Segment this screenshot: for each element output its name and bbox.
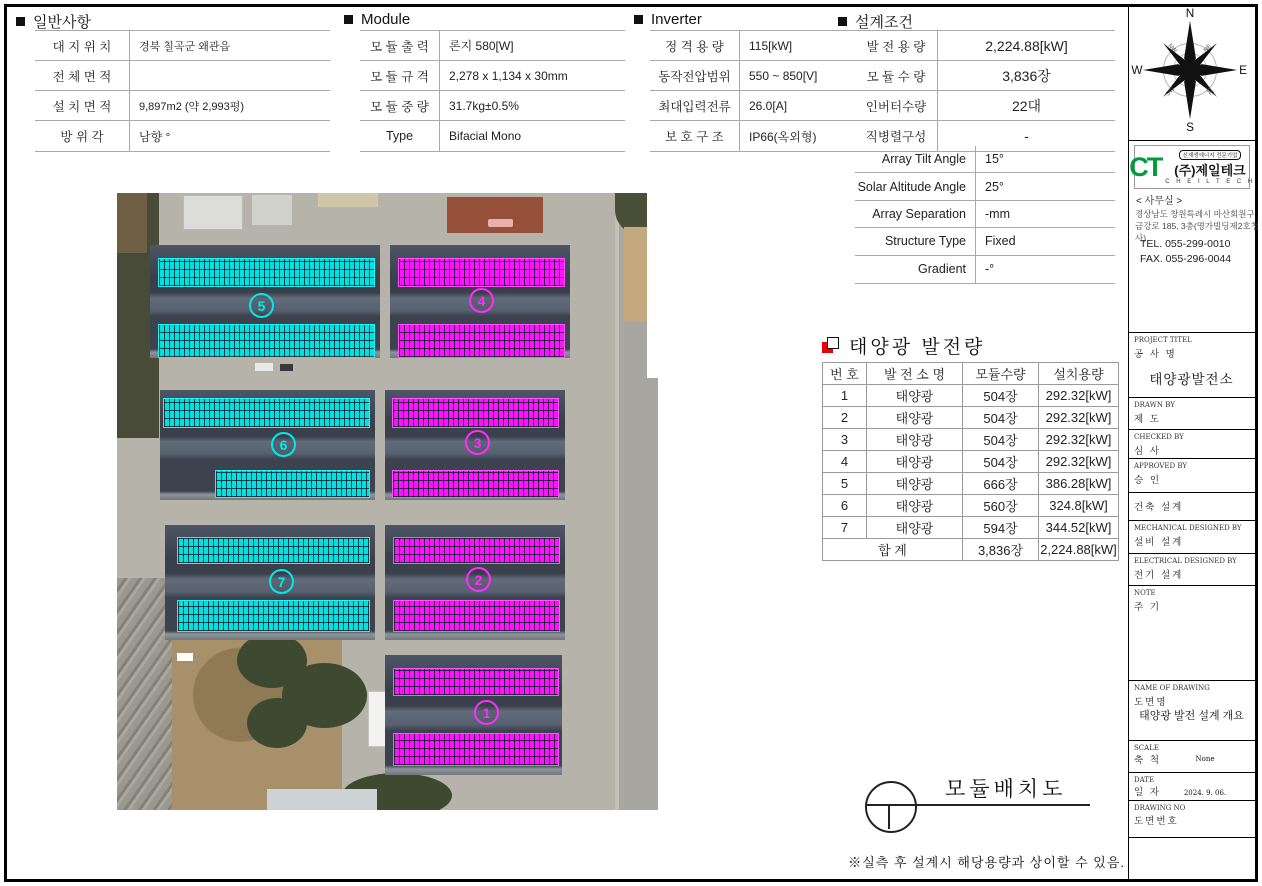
titleblock-divider (1128, 397, 1255, 398)
building-number: 6 (271, 432, 296, 457)
row-value: - (1024, 128, 1029, 144)
titleblock-divider (1128, 332, 1255, 333)
section-title-text: 설계조건 (855, 14, 913, 31)
section-title-text: Inverter (651, 11, 702, 28)
row-value (130, 61, 330, 90)
titleblock-divider (1128, 458, 1255, 459)
titleblock-divider (1128, 520, 1255, 521)
building-number: 1 (474, 700, 499, 725)
titleblock-ko-label: 설비 설계 (1134, 537, 1184, 548)
table-row: 7 태양광 594장 344.52[kW] (823, 517, 1119, 539)
row-label: 설 치 면 적 (35, 91, 130, 120)
truck (488, 219, 513, 227)
col-header: 발 전 소 명 (867, 363, 963, 385)
solar-array-cyan (177, 537, 370, 564)
row-label: 동작전압범위 (650, 61, 740, 90)
solar-array-magenta (393, 537, 560, 564)
titleblock-ko-label: 건축 설계 (1134, 502, 1184, 513)
solar-array-magenta (393, 668, 559, 696)
footnote: ※실측 후 설계시 해당용량과 상이할 수 있음. (848, 855, 1125, 870)
design-section-title (838, 11, 913, 32)
titleblock-ko-label: 도면번호 (1134, 816, 1179, 827)
table-row (35, 31, 330, 61)
titleblock-ko-label: 공 사 명 (1134, 349, 1177, 360)
table-row (650, 61, 865, 91)
design-table (855, 30, 1115, 152)
building-roof-white (183, 195, 243, 230)
compass-s-label: S (1186, 119, 1194, 134)
row-label: 전 체 면 적 (35, 61, 130, 90)
svg-text:SE: SE (1204, 87, 1215, 97)
titleblock-en-label: DRAWING NO (1134, 804, 1186, 812)
compass-rose-icon (1131, 6, 1249, 134)
office-fax: FAX. 055-296-0044 (1140, 253, 1232, 265)
solar-array-cyan (177, 600, 370, 632)
row-label: 모 듈 중 량 (360, 91, 440, 120)
row-label: 모 듈 출 력 (360, 31, 440, 60)
module-section-title (344, 11, 410, 28)
solar-array-cyan (158, 324, 375, 358)
aerial-site-photo (117, 193, 658, 810)
titleblock-divider (1128, 553, 1255, 554)
row-value: IP66(옥외형) (749, 129, 817, 144)
solar-array-magenta (393, 600, 560, 632)
table-total-row: 합 계 3,836장 2,224.88[kW] (823, 539, 1119, 561)
office-address-line2: 금강로 185, 3층(명가빌딩제2호청사) (1135, 221, 1259, 243)
table-row (35, 121, 330, 151)
row-label: Structure Type (855, 228, 976, 254)
titleblock-ko-label: 전기 설계 (1134, 570, 1184, 581)
row-value: 2,278 x 1,134 x 30mm (449, 68, 568, 83)
solar-array-magenta (393, 733, 559, 766)
section-title-text: 일반사항 (33, 14, 91, 31)
titleblock-en-label: DRAWN BY (1134, 401, 1175, 409)
table-row (855, 31, 1115, 61)
section-marker-tick (888, 805, 890, 829)
overlapping-squares-icon (822, 337, 839, 354)
row-value: 25° (985, 179, 1004, 194)
titleblock-en-label: NOTE (1134, 589, 1156, 597)
row-value: 2,224.88[kW] (985, 37, 1068, 54)
solar-array-magenta (398, 324, 565, 358)
table-row: 5 태양광 666장 386.28[kW] (823, 473, 1119, 495)
table-row (650, 121, 865, 151)
col-header: 번 호 (823, 363, 867, 385)
solar-array-cyan (215, 470, 370, 498)
design-table-angles (855, 146, 1115, 284)
titleblock-en-label: SCALE (1134, 744, 1159, 752)
row-label: 인버터수량 (855, 91, 938, 120)
plan-label: 모듈배치도 (945, 778, 1067, 801)
generation-title-text: 태양광 발전량 (849, 337, 986, 358)
vehicle (177, 653, 193, 661)
col-header: 모듈수량 (963, 363, 1039, 385)
vehicle (255, 363, 273, 371)
table-row (360, 31, 625, 61)
inverter-table (650, 30, 865, 152)
generation-section-title (822, 332, 985, 359)
titleblock-ko-label: 제 도 (1134, 414, 1161, 425)
titleblock-en-label: DATE (1134, 776, 1155, 784)
row-value: 115[kW] (749, 38, 793, 53)
row-label: 정 격 용 량 (650, 31, 740, 60)
module-table (360, 30, 625, 152)
table-row (650, 31, 865, 61)
row-value: -mm (985, 206, 1010, 221)
vehicle (280, 364, 293, 371)
titleblock-ko-label: 심 사 (1134, 446, 1161, 457)
logo-company-name: (주)제일테크 (1174, 162, 1246, 178)
titleblock-divider (1128, 680, 1255, 681)
compass-n-label: N (1185, 6, 1195, 20)
row-value: 22대 (1011, 97, 1042, 114)
building-roof-white (252, 195, 292, 225)
solar-array-cyan (163, 398, 370, 428)
section-marker-line (866, 804, 1090, 806)
row-value: 남향 ° (139, 129, 171, 144)
solar-array-magenta (398, 258, 565, 287)
table-row (855, 228, 1115, 255)
sidebar-divider (1128, 7, 1129, 879)
row-value: 550 ~ 850[V] (749, 68, 818, 83)
row-label: Type (360, 121, 440, 151)
row-label: Array Separation (855, 201, 976, 227)
titleblock-ko-label: 도면명 (1134, 697, 1168, 708)
building-number: 3 (465, 430, 490, 455)
titleblock-en-label: APPROVED BY (1134, 462, 1188, 470)
row-label: 방 위 각 (35, 121, 130, 151)
row-label: 발 전 용 량 (855, 31, 938, 60)
inverter-section-title (634, 11, 702, 28)
row-value: -° (985, 262, 995, 277)
row-value: Bifacial Mono (449, 129, 522, 143)
titleblock-en-label: CHECKED BY (1134, 433, 1184, 441)
square-bullet-icon (344, 15, 353, 24)
section-marker-circle (865, 781, 917, 833)
svg-text:NE: NE (1202, 43, 1213, 54)
square-bullet-icon (838, 17, 847, 26)
titleblock-divider (1128, 740, 1255, 741)
titleblock-divider (1128, 429, 1255, 430)
table-row (855, 61, 1115, 91)
row-value: 31.7kg±0.5% (449, 98, 519, 113)
titleblock-divider (1128, 772, 1255, 773)
drawing-name-value: 태양광 발전 설계 개요 (1139, 710, 1244, 722)
vegetation (117, 193, 147, 253)
titleblock-ko-label: 일 자 (1134, 787, 1161, 798)
row-label: 직병렬구성 (855, 121, 938, 151)
building-number: 2 (466, 567, 491, 592)
generation-table (822, 362, 1119, 561)
logo-ct-mark: CT (1129, 151, 1162, 182)
solar-array-cyan (158, 258, 375, 287)
table-row (855, 91, 1115, 121)
sidebar-divider-line (1128, 140, 1255, 141)
row-label: 대 지 위 치 (35, 31, 130, 60)
table-row (360, 121, 625, 151)
general-section-title (16, 11, 91, 32)
row-value: 경북 칠곡군 왜관읍 (139, 40, 231, 53)
office-address-line1: 경상남도 창원특례시 마산회원구 (1135, 209, 1255, 219)
titleblock-ko-label: 주 기 (1134, 602, 1161, 613)
general-table (35, 30, 330, 152)
row-label: Array Tilt Angle (855, 146, 976, 172)
table-row (360, 91, 625, 121)
table-row (35, 91, 330, 121)
date-value: 2024. 9. 06. (1183, 789, 1227, 797)
logo-english-name: C H E I L T E C H (1165, 178, 1255, 185)
table-row: 2 태양광 504장 292.32[kW] (823, 407, 1119, 429)
table-row (35, 61, 330, 91)
tarp (267, 789, 377, 810)
titleblock-divider (1128, 492, 1255, 493)
table-row (650, 91, 865, 121)
building-roof-red (447, 197, 543, 233)
compass-e-label: E (1239, 62, 1248, 77)
table-header-row (823, 363, 1119, 385)
building-number: 4 (469, 288, 494, 313)
svg-text:SW: SW (1165, 86, 1177, 98)
structure (318, 193, 378, 207)
trees (247, 698, 307, 748)
compass-w-label: W (1131, 62, 1143, 77)
table-row (855, 256, 1115, 283)
square-bullet-icon (16, 17, 25, 26)
scale-value: None (1195, 755, 1215, 763)
office-header: < 사무실 > (1136, 196, 1183, 207)
square-bullet-icon (634, 15, 643, 24)
row-label: 모 듈 수 량 (855, 61, 938, 90)
row-label: Gradient (855, 256, 976, 283)
svg-text:NW: NW (1166, 43, 1178, 55)
row-label: 모 듈 규 격 (360, 61, 440, 90)
row-label: 최대입력전류 (650, 91, 740, 120)
table-row: 3 태양광 504장 292.32[kW] (823, 429, 1119, 451)
company-logo (1129, 145, 1255, 189)
titleblock-en-label: PROJECT TITEL (1134, 336, 1192, 344)
table-row: 1 태양광 504장 292.32[kW] (823, 385, 1119, 407)
building-number: 5 (249, 293, 274, 318)
solar-array-magenta (392, 470, 559, 498)
row-value: 론지 580[W] (449, 39, 514, 53)
titleblock-en-label: NAME OF DRAWING (1134, 684, 1210, 692)
col-header: 설치용량 (1039, 363, 1119, 385)
row-value: 15° (985, 152, 1004, 167)
table-row (360, 61, 625, 91)
table-row: 4 태양광 504장 292.32[kW] (823, 451, 1119, 473)
titleblock-en-label: MECHANICAL DESIGNED BY (1134, 524, 1242, 532)
titleblock-divider (1128, 800, 1255, 801)
office-tel: TEL. 055-299-0010 (1140, 238, 1231, 250)
titleblock-divider (1128, 837, 1255, 838)
table-row (855, 201, 1115, 228)
row-label: 보 호 구 조 (650, 121, 740, 151)
project-title-value: 태양광발전소 (1149, 372, 1234, 387)
solar-array-magenta (392, 398, 559, 428)
titleblock-ko-label: 승 인 (1134, 475, 1161, 486)
section-title-text: Module (361, 11, 411, 28)
table-row (855, 146, 1115, 173)
building-number: 7 (269, 569, 294, 594)
table-row (855, 173, 1115, 200)
logo-badge: 신재생에너지 전문기업 (1179, 150, 1242, 160)
row-value: 26.0[A] (749, 98, 788, 113)
row-label: Solar Altitude Angle (855, 173, 976, 199)
row-value: 9,897m2 (약 2,993평) (139, 100, 245, 113)
titleblock-en-label: ELECTRICAL DESIGNED BY (1134, 557, 1237, 565)
titleblock-divider (1128, 585, 1255, 586)
row-value: 3,836장 (1002, 67, 1051, 84)
photo-notch (647, 193, 658, 378)
table-row: 6 태양광 560장 324.8[kW] (823, 495, 1119, 517)
titleblock-ko-label: 축 척 (1134, 755, 1161, 766)
row-value: Fixed (985, 234, 1016, 249)
